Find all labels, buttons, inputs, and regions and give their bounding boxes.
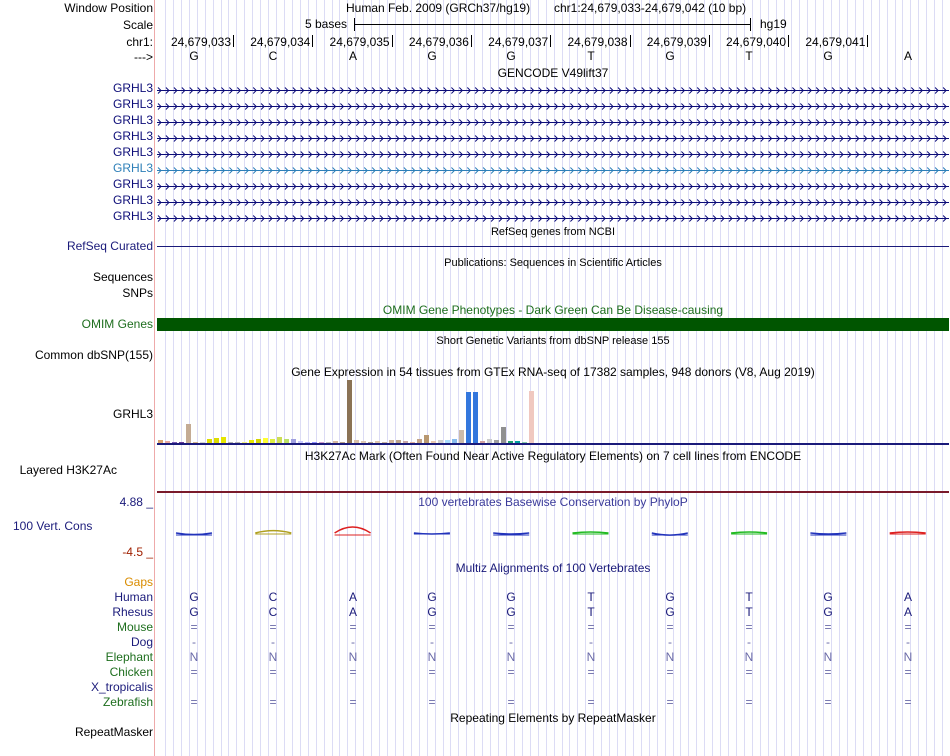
- phylop-label[interactable]: 100 Vert. Cons: [13, 519, 93, 533]
- label-divider: [154, 0, 155, 756]
- multiz-cell: =: [190, 665, 198, 679]
- scale-bar-left-tick: [354, 18, 355, 31]
- gtex-tissue-bar[interactable]: [466, 392, 472, 443]
- coordinate-tick: [392, 35, 393, 47]
- multiz-cell: G: [189, 590, 199, 604]
- multiz-cell: =: [349, 665, 357, 679]
- phylop-title: 100 vertebrates Basewise Conservation by PhyloP: [418, 495, 688, 509]
- multiz-cell: =: [904, 620, 912, 634]
- multiz-cell: =: [190, 620, 198, 634]
- omim-bar[interactable]: [157, 318, 949, 331]
- base-letter: T: [587, 49, 595, 63]
- base-letter: G: [427, 49, 437, 63]
- phylop-score-glyph[interactable]: [652, 533, 688, 535]
- multiz-cell: -: [271, 635, 275, 649]
- multiz-cell: =: [824, 620, 832, 634]
- phylop-score-glyph[interactable]: [890, 532, 926, 534]
- multiz-cell: =: [587, 620, 595, 634]
- multiz-cell: G: [823, 605, 833, 619]
- gencode-item-label[interactable]: GRHL3: [112, 177, 153, 191]
- gencode-transcript[interactable]: [157, 100, 949, 109]
- gencode-item-label[interactable]: GRHL3: [112, 129, 153, 143]
- multiz-cell: N: [665, 650, 675, 664]
- multiz-cell: N: [823, 650, 833, 664]
- snps-label[interactable]: SNPs: [122, 286, 153, 300]
- assembly-text: Human Feb. 2009 (GRCh37/hg19): [346, 1, 531, 15]
- gtex-tissue-bar[interactable]: [473, 392, 479, 443]
- gencode-transcript[interactable]: [157, 148, 949, 157]
- multiz-cell: =: [507, 695, 515, 709]
- coordinate-label: 24,679,040: [726, 35, 787, 49]
- base-letter: G: [506, 49, 516, 63]
- position-text: chr1:24,679,033-24,679,042 (10 bp): [554, 1, 747, 15]
- multiz-species-label[interactable]: Zebrafish: [102, 695, 153, 709]
- multiz-species-label[interactable]: Gaps: [124, 575, 153, 589]
- multiz-cell: C: [268, 605, 278, 619]
- phylop-score-glyph[interactable]: [414, 533, 450, 534]
- phylop-min: -4.5 _: [122, 545, 153, 559]
- coordinate-tick: [630, 35, 631, 47]
- gencode-title: GENCODE V49lift37: [497, 66, 609, 80]
- gencode-transcript[interactable]: [157, 180, 949, 189]
- multiz-cell: G: [189, 605, 199, 619]
- phylop-score-glyph[interactable]: [335, 527, 371, 535]
- multiz-cell: =: [745, 620, 753, 634]
- dbsnp-title: Short Genetic Variants from dbSNP release 155: [436, 335, 670, 347]
- multiz-cell: N: [506, 650, 516, 664]
- coordinate-label: 24,679,034: [250, 35, 311, 49]
- multiz-cell: N: [903, 650, 913, 664]
- base-letter: G: [665, 49, 675, 63]
- multiz-cell: -: [906, 635, 910, 649]
- gtex-barchart[interactable]: [157, 380, 535, 443]
- phylop-score-glyph[interactable]: [573, 532, 609, 534]
- multiz-cell: -: [509, 635, 513, 649]
- multiz-species-label[interactable]: Chicken: [109, 665, 153, 679]
- multiz-cell: =: [428, 620, 436, 634]
- refseq-label[interactable]: RefSeq Curated: [66, 239, 153, 253]
- coordinate-tick: [550, 35, 551, 47]
- phylop-plot[interactable]: [157, 505, 949, 555]
- gtex-baseline: [157, 443, 949, 445]
- multiz-cell: A: [903, 590, 912, 604]
- multiz-cell: =: [507, 665, 515, 679]
- gencode-transcript[interactable]: [157, 132, 949, 141]
- sequences-label[interactable]: Sequences: [92, 270, 153, 284]
- gencode-item-label[interactable]: GRHL3: [112, 113, 153, 127]
- multiz-cell: -: [192, 635, 196, 649]
- multiz-cell: T: [587, 605, 595, 619]
- coordinate-tick: [471, 35, 472, 47]
- multiz-cell: -: [826, 635, 830, 649]
- multiz-cell: =: [190, 695, 198, 709]
- multiz-cell: N: [744, 650, 754, 664]
- base-letter: G: [189, 49, 199, 63]
- multiz-species-label[interactable]: X_tropicalis: [90, 680, 153, 694]
- repeat-label[interactable]: RepeatMasker: [74, 725, 153, 739]
- multiz-cell: N: [268, 650, 278, 664]
- gencode-transcript[interactable]: [157, 84, 949, 93]
- multiz-species-label[interactable]: Human: [114, 590, 153, 604]
- multiz-cell: =: [904, 665, 912, 679]
- gencode-transcript[interactable]: [157, 116, 949, 125]
- h3k27ac-label[interactable]: Layered H3K27Ac: [19, 463, 117, 477]
- refseq-line[interactable]: [157, 246, 949, 247]
- multiz-cell: T: [745, 590, 753, 604]
- coordinate-label: 24,679,037: [488, 35, 549, 49]
- multiz-cell: =: [666, 665, 674, 679]
- gencode-item-label[interactable]: GRHL3: [112, 145, 153, 159]
- scale-bar: [354, 24, 751, 25]
- multiz-cell: -: [430, 635, 434, 649]
- multiz-cell: T: [587, 590, 595, 604]
- multiz-cell: =: [349, 620, 357, 634]
- coordinate-tick: [788, 35, 789, 47]
- multiz-cell: =: [269, 665, 277, 679]
- gencode-transcript[interactable]: [157, 196, 949, 205]
- gtex-tissue-bar[interactable]: [459, 430, 465, 443]
- gencode-item-label[interactable]: GRHL3: [112, 97, 153, 111]
- multiz-cell: A: [348, 605, 357, 619]
- multiz-cell: -: [589, 635, 593, 649]
- db-text: hg19: [760, 17, 787, 31]
- multiz-species-label[interactable]: Mouse: [116, 620, 153, 634]
- phylop-score-glyph[interactable]: [810, 533, 846, 535]
- dbsnp-label[interactable]: Common dbSNP(155): [34, 348, 153, 362]
- coordinate-tick: [312, 35, 313, 47]
- h3k27ac-title: H3K27Ac Mark (Often Found Near Active Regulatory Elements) on 7 cell lines from ENCODE: [304, 449, 802, 463]
- phylop-score-glyph[interactable]: [255, 531, 291, 534]
- scale-label: Scale: [122, 18, 153, 32]
- multiz-cell: C: [268, 590, 278, 604]
- multiz-species-label[interactable]: Dog: [130, 635, 153, 649]
- coordinate-label: 24,679,036: [408, 35, 469, 49]
- multiz-cell: =: [666, 695, 674, 709]
- multiz-title: Multiz Alignments of 100 Vertebrates: [455, 561, 651, 575]
- phylop-score-glyph[interactable]: [731, 532, 767, 534]
- coordinate-tick: [233, 35, 234, 47]
- multiz-cell: G: [665, 605, 675, 619]
- coordinate-label: 24,679,033: [170, 35, 231, 49]
- multiz-cell: =: [824, 665, 832, 679]
- gencode-transcript[interactable]: [157, 212, 949, 221]
- coordinate-label: 24,679,035: [329, 35, 390, 49]
- strand-label: --->: [134, 50, 153, 64]
- multiz-cell: A: [903, 605, 912, 619]
- gtex-title: Gene Expression in 54 tissues from GTEx RNA-seq of 17382 samples, 948 donors (V8, Aug 2019): [291, 365, 815, 379]
- repeat-title: Repeating Elements by RepeatMasker: [450, 711, 656, 725]
- multiz-cell: N: [189, 650, 199, 664]
- multiz-cell: =: [269, 695, 277, 709]
- multiz-cell: G: [506, 590, 516, 604]
- multiz-cell: =: [428, 665, 436, 679]
- gtex-tissue-bar[interactable]: [186, 424, 192, 443]
- refseq-title: RefSeq genes from NCBI: [490, 226, 616, 238]
- gencode-item-label[interactable]: GRHL3: [112, 193, 153, 207]
- gencode-item-label[interactable]: GRHL3: [112, 209, 153, 223]
- chrom-label: chr1:: [126, 35, 153, 49]
- multiz-cell: G: [427, 605, 437, 619]
- gtex-label[interactable]: GRHL3: [112, 407, 153, 421]
- omim-label[interactable]: OMIM Genes: [81, 317, 153, 331]
- phylop-max: 4.88 _: [119, 495, 153, 509]
- coordinate-tick: [867, 35, 868, 47]
- phylop-score-glyph[interactable]: [493, 533, 529, 535]
- multiz-cell: N: [427, 650, 437, 664]
- multiz-cell: =: [428, 695, 436, 709]
- multiz-cell: =: [904, 695, 912, 709]
- gencode-item-label[interactable]: GRHL3: [112, 161, 153, 175]
- coordinate-tick: [709, 35, 710, 47]
- publications-title: Publications: Sequences in Scientific Articles: [444, 257, 662, 269]
- multiz-cell: T: [745, 605, 753, 619]
- multiz-species-label[interactable]: Elephant: [105, 650, 153, 664]
- multiz-cell: -: [747, 635, 751, 649]
- multiz-cell: N: [586, 650, 596, 664]
- coordinate-label: 24,679,038: [567, 35, 628, 49]
- base-letter: A: [903, 49, 912, 63]
- multiz-cell: =: [507, 620, 515, 634]
- multiz-cell: =: [824, 695, 832, 709]
- gtex-tissue-bar[interactable]: [501, 427, 507, 443]
- multiz-cell: N: [348, 650, 358, 664]
- multiz-cell: G: [427, 590, 437, 604]
- window-position-label: Window Position: [64, 1, 153, 15]
- multiz-cell: -: [668, 635, 672, 649]
- omim-title: OMIM Gene Phenotypes - Dark Green Can Be Disease-causing: [382, 303, 724, 317]
- multiz-cell: G: [823, 590, 833, 604]
- scale-bar-right-tick: [750, 18, 751, 31]
- phylop-score-glyph[interactable]: [176, 533, 212, 535]
- multiz-cell: =: [666, 620, 674, 634]
- coordinate-label: 24,679,039: [646, 35, 707, 49]
- multiz-cell: =: [587, 695, 595, 709]
- scale-text: 5 bases: [305, 17, 348, 31]
- gencode-transcript[interactable]: [157, 164, 949, 173]
- h3k27ac-baseline: [157, 491, 949, 493]
- multiz-cell: =: [269, 620, 277, 634]
- multiz-cell: =: [349, 695, 357, 709]
- multiz-cell: =: [587, 665, 595, 679]
- coordinate-label: 24,679,041: [805, 35, 866, 49]
- multiz-cell: G: [665, 590, 675, 604]
- base-letter: C: [268, 49, 278, 63]
- multiz-cell: =: [745, 665, 753, 679]
- gtex-tissue-bar[interactable]: [347, 380, 353, 443]
- multiz-species-label[interactable]: Rhesus: [112, 605, 153, 619]
- gtex-tissue-bar[interactable]: [424, 435, 430, 443]
- base-letter: A: [348, 49, 357, 63]
- multiz-cell: =: [745, 695, 753, 709]
- multiz-cell: -: [351, 635, 355, 649]
- gtex-tissue-bar[interactable]: [529, 391, 535, 443]
- multiz-cell: G: [506, 605, 516, 619]
- multiz-cell: A: [348, 590, 357, 604]
- base-letter: G: [823, 49, 833, 63]
- base-letter: T: [745, 49, 753, 63]
- gencode-item-label[interactable]: GRHL3: [112, 81, 153, 95]
